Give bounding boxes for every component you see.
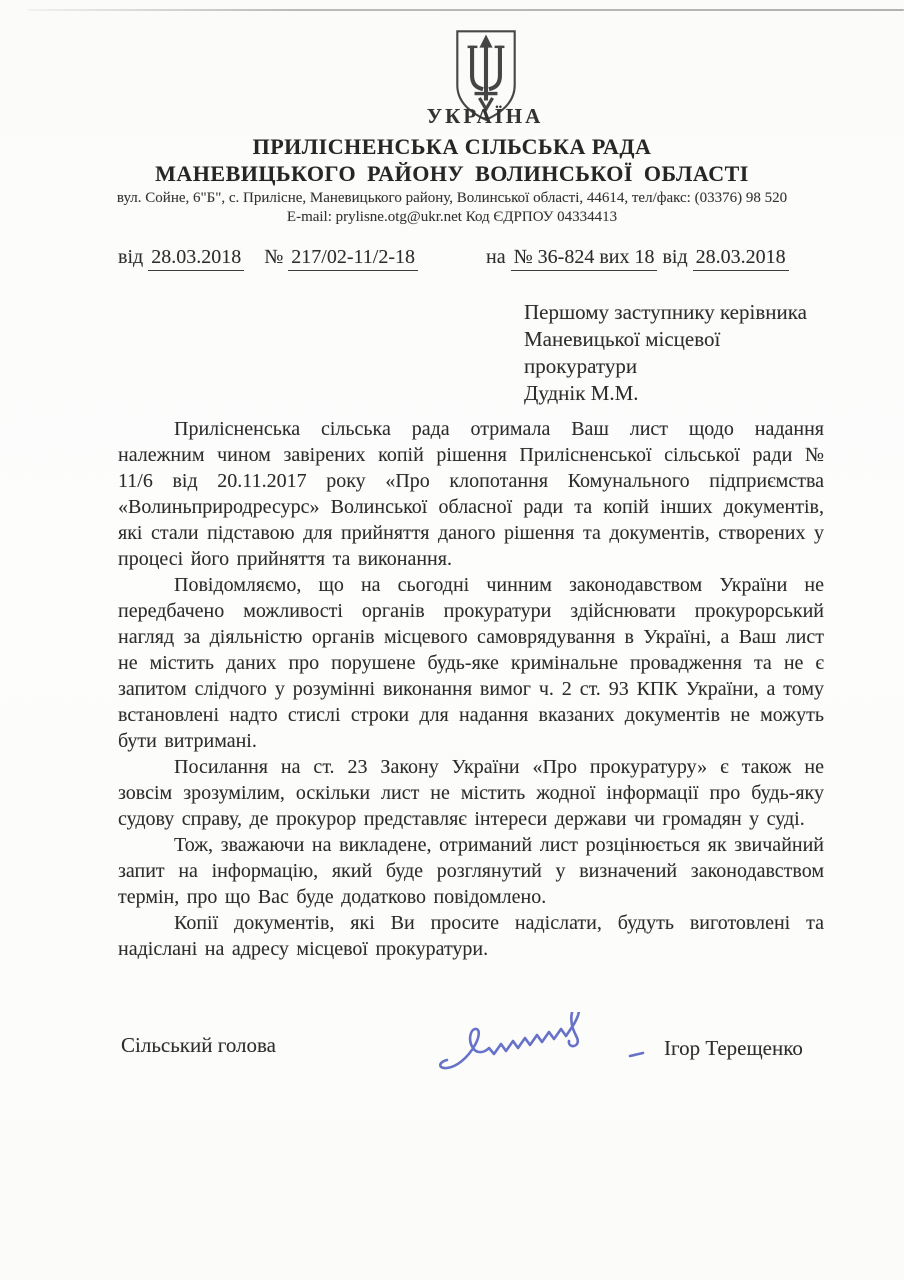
recipient-name: Дуднік М.М.	[524, 381, 639, 405]
outgoing-reference	[118, 246, 418, 269]
country-label: УКРАЇНА	[426, 104, 544, 128]
handwritten-signature-icon	[433, 1012, 653, 1082]
body-paragraph: Повідомляємо, що на сьогодні чинним законодавством України не передбачено можливості органів прокуратури здійснювати прокурорський нагляд за діяльністю органів місцевого самоврядування в Україні, а Ваш лист не містить даних про порушене будь-яке кримінальне провадження та не є запитом слідчого у розумінні виконання вимог ч. 2 ст. 93 КПК України, а тому встановлені надто стислі строки для надання вказаних документів не можуть бути витримані.	[118, 574, 824, 752]
letter-body	[118, 416, 824, 962]
org-name-line2: МАНЕВИЦЬКОГО РАЙОНУ ВОЛИНСЬКОЇ ОБЛАСТІ	[155, 161, 749, 186]
body-paragraph: Посилання на ст. 23 Закону України «Про прокуратуру» є також не зовсім зрозумілим, оскільки лист не містить жодної інформації про будь-яку судову справу, де прокурор представляє інтереси держави чи громадян у суді.	[118, 756, 824, 830]
org-address-line: вул. Сойне, 6"Б", с. Прилісне, Маневицького району, Волинської області, 44614, тел/факс: (03376) 98 520	[116, 190, 788, 206]
recipient-line: прокуратури	[524, 354, 638, 378]
outgoing-number: 217/02-11/2-18	[288, 246, 418, 271]
signer-position-title: Сільський голова	[121, 1033, 276, 1057]
scan-artifact-line	[28, 9, 904, 11]
outgoing-prefix: від	[118, 246, 144, 268]
org-contact-line: E-mail: prylisne.otg@ukr.net Код ЄДРПОУ 04334413	[286, 209, 618, 225]
recipient-line: Першому заступнику керівника	[524, 300, 807, 324]
recipient-line: Маневицької місцевої	[524, 327, 721, 351]
incoming-date: 28.03.2018	[693, 246, 789, 271]
body-paragraph: Прилісненська сільська рада отримала Ваш лист щодо надання належним чином завірених копій рішення Прилісненської сільської ради № 11/6 від 20.11.2017 року «Про клопотання Комунального підприємства «Волиньприродресурс» Волинської обласної ради та копій інших документів, які стали підставою для прийняття даного рішення та документів, створених у процесі його прийняття та виконання.	[118, 418, 824, 570]
incoming-date-prefix: від	[662, 246, 688, 268]
body-paragraph: Тож, зважаючи на викладене, отриманий лист розцінюється як звичайний запит на інформацію, який буде розглянутий у визначений законодавством термін, про що Вас буде додатково повідомлено.	[118, 834, 824, 908]
incoming-prefix: на	[486, 246, 506, 268]
signer-name: Ігор Терещенко	[664, 1036, 803, 1060]
recipient-block	[524, 299, 807, 407]
incoming-reference	[486, 246, 789, 269]
body-paragraph: Копії документів, які Ви просите надіслати, будуть виготовлені та надіслані на адресу місцевої прокуратури.	[118, 912, 824, 960]
outgoing-date: 28.03.2018	[148, 246, 244, 271]
outgoing-number-sign: №	[264, 246, 284, 268]
org-name-line1: ПРИЛІСНЕНСЬКА СІЛЬСЬКА РАДА	[252, 134, 652, 159]
incoming-number: № 36-824 вих 18	[511, 246, 658, 271]
